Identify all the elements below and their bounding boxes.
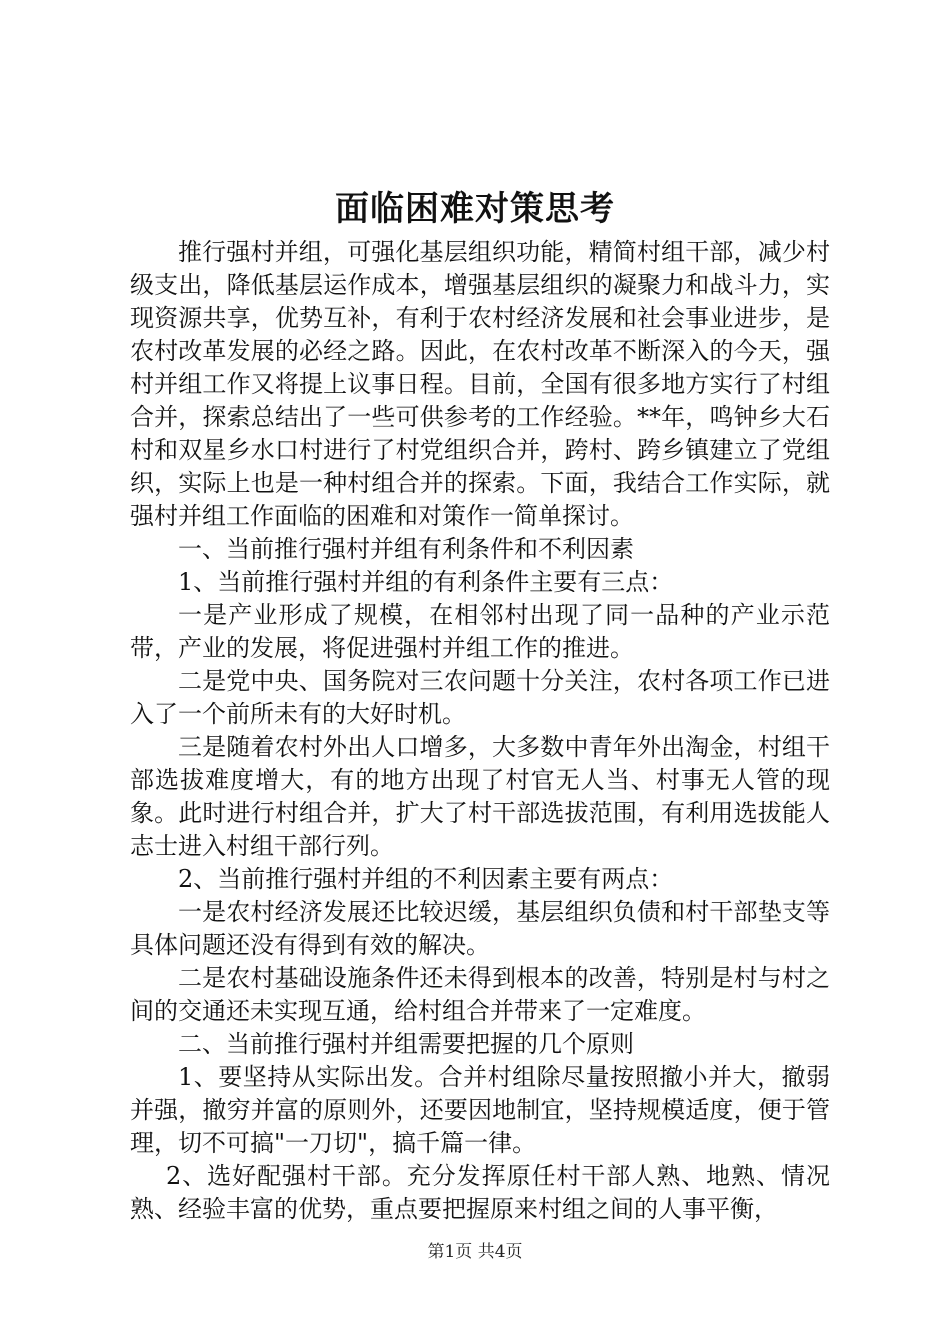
paragraph-advantage-3: 三是随着农村外出人口增多，大多数中青年外出淘金，村组干部选拔难度增大，有的地方出现了村官无人当、村事无人管的现象。此时进行村组合并，扩大了村干部选拔范围，有利用选拔能人志士进入村组干部行列。 [130, 733, 830, 860]
paragraph-principle-2: 2、选好配强村干部。充分发挥原任村干部人熟、地熟、情况熟、经验丰富的优势，重点要把握原来村组之间的人事平衡， [130, 1162, 830, 1223]
document-title: 面临困难对策思考 [335, 189, 615, 229]
document-body [130, 236, 830, 1226]
paragraph-disadvantage-1: 一是农村经济发展还比较迟缓，基层组织负债和村干部垫支等具体问题还没有得到有效的解决。 [130, 898, 830, 959]
section-heading-1: 一、当前推行强村并组有利条件和不利因素 [178, 535, 634, 563]
paragraph-advantage-1: 一是产业形成了规模，在相邻村出现了同一品种的产业示范带，产业的发展，将促进强村并组工作的推进。 [130, 601, 830, 662]
paragraph-disadvantage-2: 二是农村基础设施条件还未得到根本的改善，特别是村与村之间的交通还未实现互通，给村组合并带来了一定难度。 [130, 964, 830, 1025]
subsection-heading-1-2: 2、当前推行强村并组的不利因素主要有两点： [178, 865, 674, 893]
section-heading-2: 二、当前推行强村并组需要把握的几个原则 [178, 1030, 634, 1058]
paragraph-intro: 推行强村并组，可强化基层组织功能，精简村组干部，减少村级支出，降低基层运作成本，增强基层组织的凝聚力和战斗力，实现资源共享，优势互补，有利于农村经济发展和社会事业进步，是农村改革发展的必经之路。因此，在农村改革不断深入的今天，强村并组工作又将提上议事日程。目前，全国有很多地方实行了村组合并，探索总结出了一些可供参考的工作经验。**年，鸣钟乡大石村和双星乡水口村进行了村党组织合并，跨村、跨乡镇建立了党组织，实际上也是一种村组合并的探索。下面，我结合工作实际，就强村并组工作面临的困难和对策作一简单探讨。 [130, 238, 830, 530]
page-footer: 第1页 共4页 [427, 1242, 523, 1262]
paragraph-advantage-2: 二是党中央、国务院对三农问题十分关注，农村各项工作已进入了一个前所未有的大好时机。 [130, 667, 830, 728]
subsection-heading-1-1: 1、当前推行强村并组的有利条件主要有三点： [178, 568, 674, 596]
paragraph-principle-1: 1、要坚持从实际出发。合并村组除尽量按照撤小并大，撤弱并强，撤穷并富的原则外，还要因地制宜，坚持规模适度，便于管理，切不可搞"一刀切"，搞千篇一律。 [130, 1063, 830, 1157]
